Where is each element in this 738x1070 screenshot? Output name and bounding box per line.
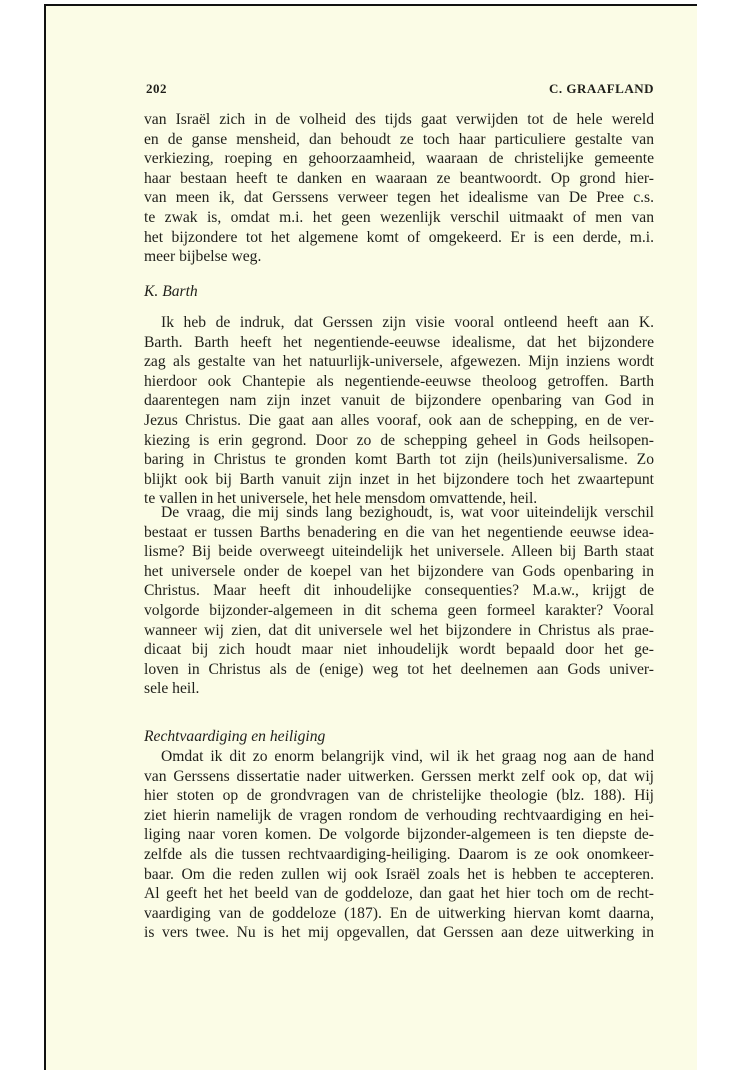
text-line: en de ganse mensheid, dan behoudt ze toch haar particuliere gestalte van [144, 130, 654, 148]
text-line: daarentegen nam zijn inzet vanuit de bijzondere openbaring van God in [144, 392, 654, 410]
text-line: kiezing is erin gegrond. Door zo de schepping geheel in Gods heilsopen- [144, 431, 654, 449]
text-line: hierdoor ook Chantepie als negentiende-eeuwse theoloog getroffen. Barth [144, 372, 654, 390]
text-line: is vers twee. Nu is het mij opgevallen, dat Gerssen aan deze uitwerking in [144, 924, 654, 942]
paragraph-3 [144, 503, 654, 699]
paragraph-1 [144, 110, 654, 267]
text-line: Al geeft het het beeld van de goddeloze, dan gaat het hier toch om de recht- [144, 885, 654, 903]
text-line: verkiezing, roeping en gehoorzaamheid, waaraan de christelijke gemeente [144, 150, 654, 168]
running-head-author: C. GRAAFLAND [549, 81, 654, 96]
text-line: hier stoten op de grondvragen van de christelijke theologie (blz. 188). Hij [144, 787, 654, 805]
text-line: baring in Christus te gronden komt Barth tot zijn (heils)universalisme. Zo [144, 451, 654, 469]
text-line: van Israël zich in de volheid des tijds gaat verwijden tot de hele wereld [144, 111, 654, 128]
text-line: liging naar voren komen. De volgorde bijzonder-algemeen is ten diepste de- [144, 826, 654, 844]
text-line: Christus. Maar heeft dit inhoudelijke consequenties? M.a.w., krijgt de [144, 582, 654, 600]
text-line: loven in Christus als de (enige) weg tot het deelnemen aan Gods univer- [144, 660, 654, 678]
section-heading-rechtvaardiging: Rechtvaardiging en heiliging [144, 728, 326, 745]
text-line: te zwak is, omdat m.i. het geen wezenlijk verschil uitmaakt of men van [144, 208, 654, 226]
text-line: baar. Om die reden zullen wij ook Israël zoals het is hebben te accepteren. [144, 865, 654, 883]
text-line: zag als gestalte van het natuurlijk-universele, afgewezen. Mijn inziens wordt [144, 353, 654, 371]
paragraph-2 [144, 313, 654, 509]
text-line: zelfde als die tussen rechtvaardiging-heiliging. Daarom is ze ook onomkeer- [144, 845, 654, 863]
text-line: Barth. Barth heeft het negentiende-eeuwse idealisme, dat het bijzondere [144, 333, 654, 351]
text-line: volgorde bijzonder-algemeen in dit schema geen formeel karakter? Vooral [144, 601, 654, 619]
text-line: het universele onder de koepel van het bijzondere van Gods openbaring in [144, 562, 654, 580]
text-line: van meen ik, dat Gerssens verweer tegen het idealisme van De Pree c.s. [144, 189, 654, 207]
text-line: Omdat ik dit zo enorm belangrijk vind, wil ik het graag nog aan de hand [161, 748, 654, 765]
text-line: Ik heb de indruk, dat Gerssen zijn visie vooral ontleend heeft aan K. [161, 314, 654, 331]
text-line: te vallen in het universele, het hele mensdom omvattende, heil. [144, 490, 538, 508]
text-line: dicaat bij zich houdt maar niet inhoudelijk wordt bepaald door het ge- [144, 641, 654, 659]
section-heading-barth: K. Barth [144, 283, 198, 300]
paragraph-4 [144, 747, 654, 943]
text-line: Jezus Christus. Die gaat aan alles vooraf, ook aan de schepping, en de ver- [144, 411, 654, 429]
text-line: ziet hierin namelijk de vragen rondom de verhouding rechtvaardiging en hei- [144, 806, 654, 824]
text-line: lisme? Bij beide overweegt uiteindelijk het universele. Alleen bij Barth staat [144, 543, 654, 561]
text-line: blijkt ook bij Barth vanuit zijn inzet in het bijzondere toch het zwaartepunt [144, 470, 654, 488]
text-line: van Gerssens dissertatie nader uitwerken. Gerssen merkt zelf ook op, dat wij [144, 767, 654, 785]
text-line: De vraag, die mij sinds lang bezighoudt, is, wat voor uiteindelijk verschil [161, 504, 654, 521]
text-line: wanneer wij zien, dat dit universele wel het bijzondere in Christus als prae- [144, 621, 654, 639]
text-line: meer bijbelse weg. [144, 248, 262, 266]
text-line: het bijzondere tot het algemene komt of omgekeerd. Er is een derde, m.i. [144, 228, 654, 246]
page-number: 202 [146, 81, 167, 96]
text-line: bestaat er tussen Barths benadering en die van het negentiende eeuwse idea- [144, 523, 654, 541]
text-line: haar bestaan heeft te danken en waaraan ze beantwoordt. Op grond hier- [144, 169, 654, 187]
text-line: vaardiging van de goddeloze (187). En de uitwerking hiervan komt daarna, [144, 904, 654, 922]
text-line: sele heil. [144, 680, 200, 698]
